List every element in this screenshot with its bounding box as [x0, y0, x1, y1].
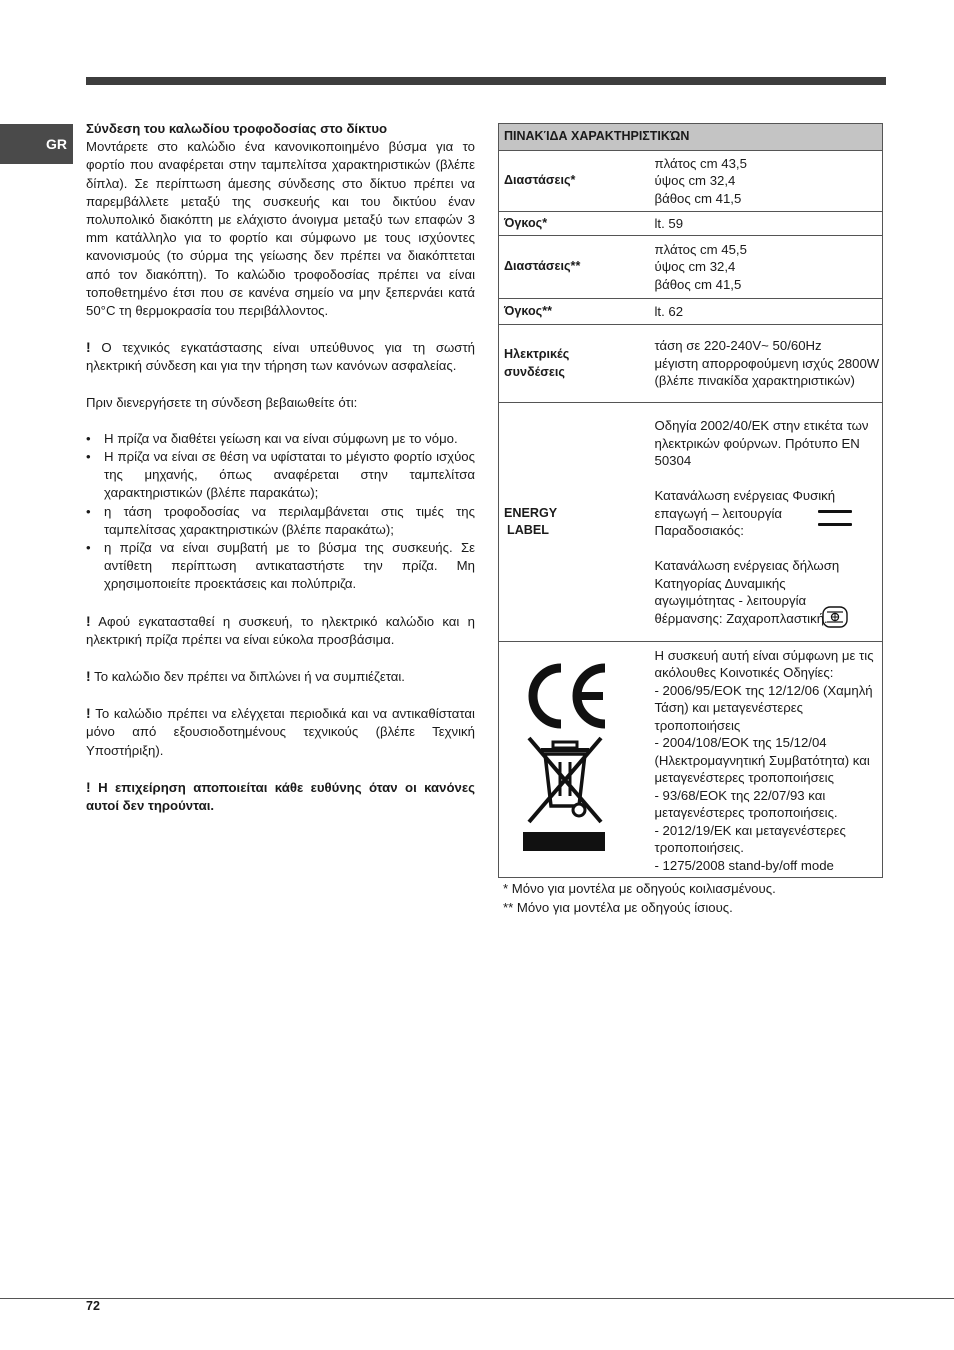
- row-label: Όγκος**: [499, 299, 645, 325]
- warning-cable-check: ! Το καλώδιο πρέπει να ελέγχεται περιοδικά και να αντικαθίσταται μόνο από εξουσιοδοτημένους τεχνικούς (βλέπε Τεχνική Υποστήριξη).: [86, 705, 475, 758]
- table-row: [499, 151, 883, 212]
- row-label: Διαστάσεις**: [499, 236, 645, 299]
- warning-accessible: ! Αφού εγκατασταθεί η συσκευή, το ηλεκτρικό καλώδιο και η ηλεκτρική πρίζα πρέπει να είναι εύκολα προσβάσιμα.: [86, 612, 476, 647]
- language-tab: GR: [0, 124, 73, 164]
- intro-paragraph: Μοντάρετε στο καλώδιο ένα κανονικοποιημένο βύσμα για το φορτίο που αναφέρεται στην ταμπελίτσα χαρακτηριστικών (βλέπε δίπλα). Σε περίπτωση άμεσης σύνδεσης στο δίκτυο πρέπει να παρεμβάλλετε μεταξύ της συσκευής και του δικτύου έναν πολυπολικό διακόπτη με ελάχιστο άνοιγμα μεταξύ των επαφών 3 mm κατάλληλο για το φορτίο και σύμφωνο με τους ισχύοντες κανονισμούς (το σύρμα της γείωσης δεν πρέπει να διακόπτεται από τον διακόπτη). Το καλώδιο τροφοδοσίας πρέπει να είναι τοποθετημένο έτσι που σε κανένα σημείο να μην ξεπερνάει κατά 50°C τη θερμοκρασία του περιβάλλοντος.: [86, 139, 475, 319]
- warning-installer: ! Ο τεχνικός εγκατάστασης είναι υπεύθυνος για τη σωστή ηλεκτρική σύνδεση και για την τήρηση των κανόνων ασφαλείας.: [86, 339, 475, 374]
- table-row: [499, 325, 883, 403]
- row-value: lt. 62: [645, 299, 883, 325]
- list-item: • η πρίζα να είναι συμβατή με το βύσμα της συσκευής. Σε αντίθετη περίπτωση αντικαταστήστε την πρίζα. Μη χρησιμοποιείτε προεκτάσεις και πολύπριζα.: [86, 540, 475, 592]
- check-list: [86, 430, 475, 594]
- ce-mark-icon: [521, 662, 611, 730]
- row-value: lt. 59: [645, 212, 883, 236]
- check-intro: Πριν διενεργήσετε τη σύνδεση βεβαιωθείτε ότι:: [86, 394, 358, 410]
- conventional-mode-icon: [818, 510, 852, 528]
- warning-icon: !: [86, 612, 91, 629]
- list-item: • Η πρίζα να διαθέτει γείωση και να είναι σύμφωνη με το νόμο.: [86, 430, 458, 446]
- list-item: • Η πρίζα να είναι σε θέση να υφίσταται το μέγιστο φορτίο ισχύος της μηχανής, όπως αναφέρεται στην ταμπελίτσα χαρακτηριστικών (βλέπε παρακάτω);: [86, 449, 475, 501]
- row-label: Όγκος*: [499, 212, 645, 236]
- row-value: τάση σε 220-240V~ 50/60Hz μέγιστη απορροφούμενη ισχύς 2800W (βλέπε πινακίδα χαρακτηριστικών): [645, 325, 883, 403]
- row-value: πλάτος cm 45,5 ύψος cm 32,4 βάθος cm 41,5: [645, 236, 883, 299]
- page-number: 72: [86, 1299, 100, 1313]
- footnote: ** Μόνο για μοντέλα με οδηγούς ίσιους.: [503, 899, 733, 915]
- header-rule: [86, 77, 886, 85]
- table-row-energy: [499, 403, 883, 642]
- row-value: πλάτος cm 43,5 ύψος cm 32,4 βάθος cm 41,5: [645, 151, 883, 212]
- spec-table-header: ΠΙΝΑΚΊΔΑ ΧΑΡΑΚΤΗΡΙΣΤΙΚΏΝ: [499, 124, 883, 151]
- compliance-icons: [499, 642, 645, 878]
- energy-value: Οδηγία 2002/40/ΕΚ στην ετικέτα των ηλεκτρικών φούρνων. Πρότυπο EN 50304 Κατανάλωση ενέργειας Φυσική επαγωγή – λειτουργία Παραδοσιακός: Κατανάλωση ενέργειας δήλωση Κατηγορίας Δυναμικής αγωγιμότητας - λειτουργία θέρμανσης: Ζαχαροπλαστική.: [645, 403, 883, 642]
- row-label: Διαστάσεις*: [499, 151, 645, 212]
- table-row: [499, 299, 883, 325]
- table-row: [499, 236, 883, 299]
- row-label: Ηλεκτρικές συνδέσεις: [499, 325, 645, 403]
- section-title: Σύνδεση του καλωδίου τροφοδοσίας στο δίκτυο: [86, 121, 388, 136]
- warning-icon: !: [86, 668, 91, 685]
- warning-icon: !: [86, 778, 91, 795]
- compliance-text: Η συσκευή αυτή είναι σύμφωνη με τις ακόλουθες Κοινοτικές Οδηγίες: - 2006/95/ΕΟΚ της 12/12/06 (Χαμηλή Τάση) και μεταγενέστερες τροποποιήσεις - 2004/108/ΕΟΚ της 15/12/04 (Ηλεκτρομαγνητική Συμβατότητα) και μεταγενέστερες τροποποιήσεις - 93/68/ΕΟΚ της 22/07/93 και μεταγενέστερες τροποποιήσεις. - 2012/19/ΕΚ και μεταγενέστερες τροποποιήσεις. - 1275/2008 stand-by/off mode: [645, 642, 883, 878]
- energy-label: ENERGY LABEL: [499, 403, 645, 642]
- installation-text: [86, 120, 475, 815]
- warning-cable-bend: ! Το καλώδιο δεν πρέπει να διπλώνει ή να συμπιέζεται.: [86, 668, 405, 685]
- warning-icon: !: [86, 705, 91, 722]
- spec-table: [498, 123, 883, 878]
- weee-crossed-bin-icon: [523, 736, 607, 826]
- fan-pastry-mode-icon: [822, 606, 848, 628]
- table-row: [499, 212, 883, 236]
- warning-icon: !: [86, 339, 91, 356]
- footer-rule: [0, 1298, 954, 1299]
- table-row-compliance: [499, 642, 883, 878]
- warning-liability: ! Η επιχείρηση αποποιείται κάθε ευθύνης όταν οι κανόνες αυτοί δεν τηρούνται.: [86, 778, 475, 814]
- footnote: * Μόνο για μοντέλα με οδηγούς κοιλιασμένους.: [503, 881, 776, 896]
- list-item: • η τάση τροφοδοσίας να περιλαμβάνεται στις τιμές της ταμπελίτσας χαρακτηριστικών (βλέπε παρακάτω);: [86, 503, 475, 537]
- footnotes: [503, 880, 776, 917]
- weee-bar: [523, 832, 605, 851]
